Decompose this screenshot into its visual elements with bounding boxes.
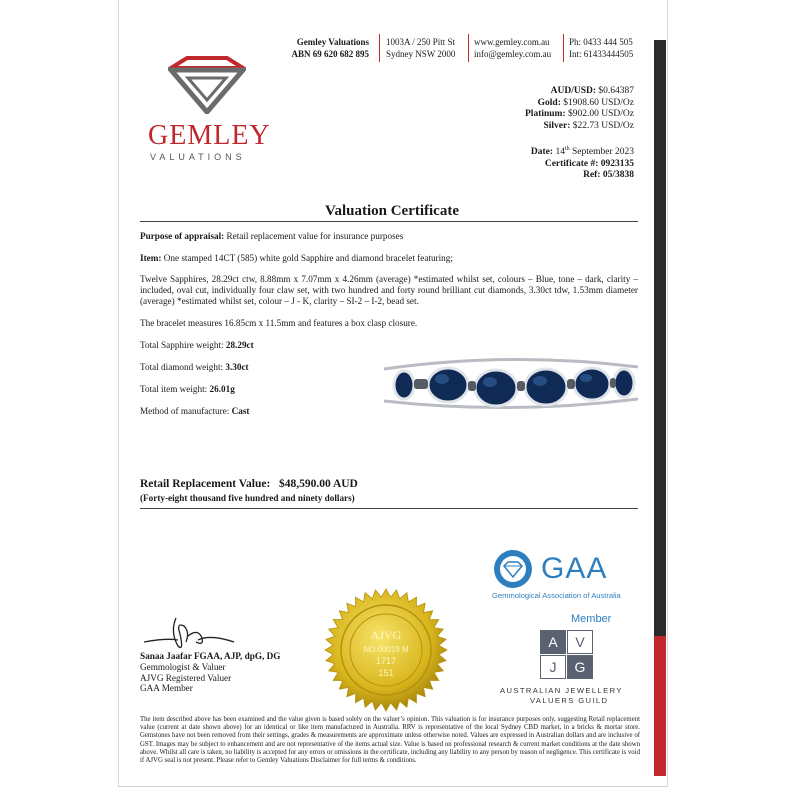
seal-text-4: 151: [378, 668, 394, 678]
header-divider: [468, 34, 469, 62]
sapphire-weight: Total Sapphire weight: 28.29ct: [140, 340, 254, 350]
title-divider: [140, 221, 638, 222]
signer-role-3: GAA Member: [140, 683, 193, 694]
certificate-details: [531, 144, 634, 182]
item-description: Twelve Sapphires, 28.29ct ctw, 8.88mm x 7.07mm x 4.26mm (average) *estimated whilst set, colours – Blue, tone – dark, clarity – included, oval cut, individually four claw set, with two hundred and forty round brilliant cut diamonds, 3.30ct tdw, 1.53mm diameter (average) *estimated whilst set, colour – J - K, clarity – SI-2 – I-2, bead set.: [140, 274, 638, 306]
ajvg-letter-j: J: [540, 655, 566, 679]
signer-name: Sanaa Jaafar FGAA, AJP, dpG, DG: [140, 651, 281, 661]
disclaimer-text: The item described above has been examined and the value given is based solely on the valuer’s opinion. This valuation is for insurance purposes only, suggesting Retail replacement value (current at date shown above) for an identical or like item manufactured in Australia. RRV is representative of the local Sydney CBD market, in a bricks & mortar store. Gemstones have not been removed from their settings, grades & measurements are approximate unless otherwise noted. Values are expressed in Australian dollars and are inclusive of GST. Images may be subject to enhancement and are not representative of the items actual size. Value is based on professional research & current market conditions at the date shown above. Whilst all care is taken, no liability is accepted for any errors or omissions in the certificate, including any liability to any person by reason of negligence. This certificate is void if AJVG seal is not present. Please refer to Gemley Valuations Disclaimer for full terms & conditions.: [140, 716, 640, 765]
ajvg-letter-g: G: [567, 655, 593, 679]
ajvg-letter-a: A: [540, 630, 566, 654]
rate-silver: Silver: $22.73 USD/Oz: [543, 120, 634, 131]
rate-aud: AUD/USD: $0.64387: [550, 86, 634, 96]
item-weight: Total item weight: 26.01g: [140, 384, 235, 394]
company-name: Gemley Valuations: [296, 37, 369, 47]
certificate-ref: Ref: 05/3838: [583, 170, 634, 181]
website-link[interactable]: www.gemley.com.au: [474, 37, 550, 47]
header-divider: [563, 34, 564, 62]
certificate-date: Date: 14th September 2023: [530, 146, 634, 158]
address-line-2: Sydney NSW 2000: [386, 49, 456, 59]
ajvg-name-line2: VALUERS GUILD: [530, 696, 609, 705]
ajvg-letter-v: V: [567, 630, 593, 654]
gaa-emblem-icon: [492, 548, 536, 590]
header-divider: [379, 34, 380, 62]
rate-gold: Gold: $1908.60 USD/Oz: [537, 97, 634, 108]
seal-text-2: NO 00019 M: [363, 645, 409, 654]
signer-role-1: Gemmologist & Valuer: [140, 661, 226, 672]
logo-wordmark: GEMLEY: [148, 120, 271, 151]
company-abn: ABN 69 620 682 895: [291, 49, 369, 59]
gaa-member-label: Member: [571, 613, 612, 625]
purpose-line: Purpose of appraisal: Retail replacement value for insurance purposes: [140, 231, 404, 241]
retail-value-words: (Forty-eight thousand five hundred and ninety dollars): [140, 493, 355, 503]
side-accent-red: [654, 636, 666, 776]
retail-value: Retail Replacement Value: $48,590.00 AUD: [140, 478, 358, 490]
ajvg-name-line1: AUSTRALIAN JEWELLERY: [500, 686, 623, 695]
signature-graphic: [140, 612, 250, 656]
phone-number: Ph: 0433 444 505: [569, 37, 633, 47]
logo-subtitle: VALUATIONS: [150, 152, 246, 162]
diamond-logo-icon: [168, 56, 246, 114]
header-address-block: [386, 36, 455, 60]
certificate-number: Certificate #: 0923135: [544, 158, 634, 169]
signer-block: [140, 651, 280, 694]
item-line: Item: One stamped 14CT (585) white gold Sapphire and diamond bracelet featuring;: [140, 253, 453, 263]
item-measurements: The bracelet measures 16.85cm x 11.5mm and features a box clasp closure.: [140, 318, 418, 328]
email-link[interactable]: info@gemley.com.au: [474, 49, 552, 59]
ajvg-gold-seal: [323, 587, 449, 713]
value-divider: [140, 508, 638, 509]
gaa-subtitle: Gemmological Association of Australia: [492, 591, 621, 600]
header-company-block: [291, 36, 369, 60]
address-line-1: 1003A / 250 Pitt St: [386, 37, 456, 47]
page-title: Valuation Certificate: [324, 203, 459, 219]
signer-role-2: AJVG Registered Valuer: [140, 672, 232, 683]
intl-phone-number: Int: 61433444505: [569, 49, 634, 59]
header-web-block: [474, 36, 551, 60]
manufacture-method: Method of manufacture: Cast: [140, 406, 250, 416]
bracelet-photo: [384, 341, 638, 421]
header-phone-block: [569, 36, 633, 60]
gaa-wordmark: GAA: [541, 552, 608, 585]
rate-platinum: Platinum: $902.00 USD/Oz: [525, 109, 634, 120]
side-accent-bar: [654, 40, 666, 776]
seal-text-1: AJVG: [370, 628, 402, 642]
seal-text-3: 1717: [375, 656, 397, 666]
diamond-weight: Total diamond weight: 3.30ct: [140, 362, 249, 372]
metal-rates: [525, 86, 634, 132]
